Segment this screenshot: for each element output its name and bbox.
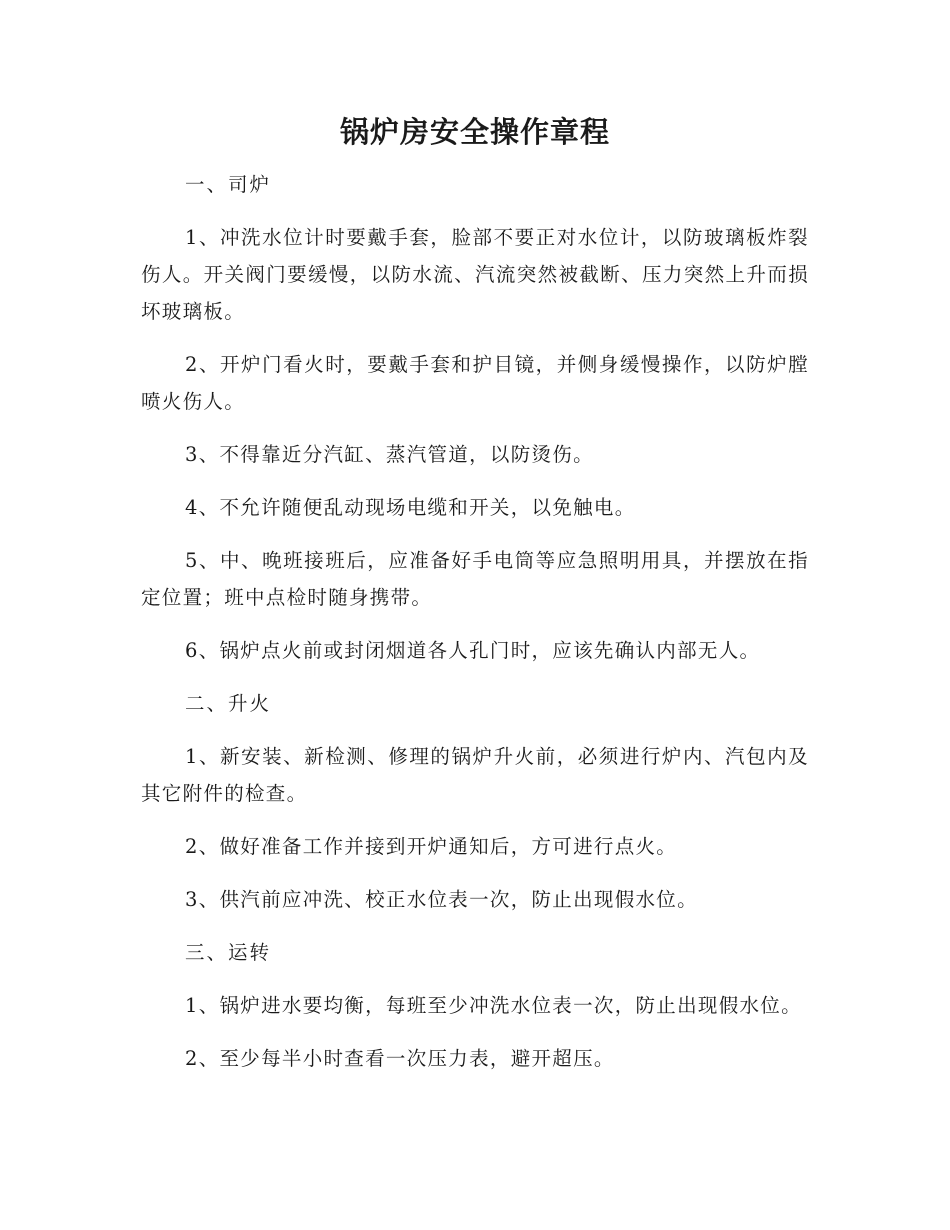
paragraph-3-2: 2、至少每半小时查看一次压力表，避开超压。 bbox=[185, 1047, 615, 1070]
paragraph-1-4: 4、不允许随便乱动现场电缆和开关，以免触电。 bbox=[185, 496, 636, 519]
document-title: 锅炉房安全操作章程 bbox=[339, 115, 610, 149]
paragraph-3-1: 1、锅炉进水要均衡，每班至少冲洗水位表一次，防止出现假水位。 bbox=[185, 994, 802, 1017]
document-body bbox=[141, 166, 809, 1093]
section-heading-2: 二、升火 bbox=[185, 692, 272, 715]
section-heading-1: 一、司炉 bbox=[185, 173, 272, 196]
section-heading-3: 三、运转 bbox=[185, 941, 272, 964]
paragraph-1-1: 1、冲洗水位计时要戴手套，脸部不要正对水位计，以防玻璃板炸裂伤人。开关阀门要缓慢，以防水流、汽流突然被截断、压力突然上升而损坏玻璃板。 bbox=[141, 226, 809, 323]
paragraph-1-2: 2、开炉门看火时，要戴手套和护目镜，并侧身缓慢操作，以防炉膛喷火伤人。 bbox=[141, 353, 809, 413]
paragraph-2-2: 2、做好准备工作并接到开炉通知后，方可进行点火。 bbox=[185, 835, 678, 858]
paragraph-1-5: 5、中、晚班接班后，应准备好手电筒等应急照明用具，并摆放在指定位置；班中点检时随身携带。 bbox=[141, 549, 809, 609]
paragraph-1-6: 6、锅炉点火前或封闭烟道各人孔门时，应该先确认内部无人。 bbox=[185, 639, 761, 662]
paragraph-1-3: 3、不得靠近分汽缸、蒸汽管道，以防烫伤。 bbox=[185, 443, 594, 466]
paragraph-2-3: 3、供汽前应冲洗、校正水位表一次，防止出现假水位。 bbox=[185, 888, 698, 911]
paragraph-2-1: 1、新安装、新检测、修理的锅炉升火前，必须进行炉内、汽包内及其它附件的检查。 bbox=[141, 745, 809, 805]
